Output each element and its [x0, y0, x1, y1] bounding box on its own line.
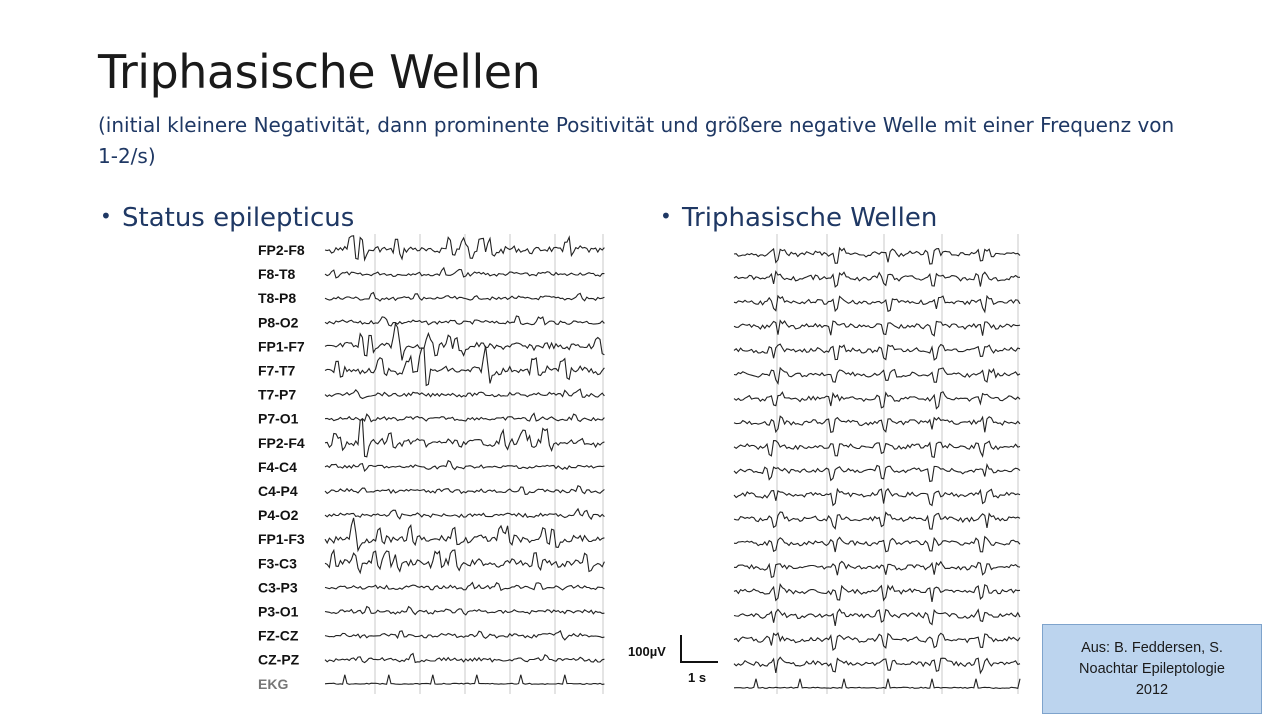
- channel-label: P7-O1: [258, 410, 299, 427]
- channel-label: CZ-PZ: [258, 651, 300, 668]
- bullet-marker: •: [100, 204, 112, 228]
- bullet-text: Status epilepticus: [122, 203, 355, 233]
- eeg-channel-labels: [258, 242, 305, 692]
- scale-bar-lines: [681, 635, 718, 662]
- channel-label: C4-P4: [258, 483, 298, 499]
- citation-box: [1042, 624, 1262, 714]
- eeg-triphasic-waves-figure: [622, 232, 1022, 698]
- channel-label: FP1-F7: [258, 338, 305, 355]
- bullet-text: Triphasische Wellen: [682, 203, 938, 233]
- channel-label: P4-O2: [258, 507, 299, 524]
- channel-label: C3-P3: [258, 579, 298, 596]
- scale-amplitude-label: 100µV: [628, 644, 666, 659]
- citation-line-3: 2012: [1135, 681, 1169, 698]
- channel-label: EKG: [258, 675, 289, 692]
- eeg-status-epilepticus-figure: [255, 232, 607, 698]
- citation-line-1: Aus: B. Feddersen, S.: [1081, 639, 1223, 656]
- channel-label: T8-P8: [258, 290, 297, 307]
- bullet-marker: •: [660, 204, 672, 228]
- slide-title: Triphasische Wellen: [98, 45, 541, 99]
- channel-label: P3-O1: [258, 603, 299, 620]
- channel-label: FP1-F3: [258, 531, 305, 548]
- channel-label: P8-O2: [258, 314, 299, 331]
- channel-label: FP2-F8: [258, 242, 305, 258]
- citation-line-2: Noachtar Epileptologie: [1079, 660, 1225, 677]
- eeg-scale-bar: [628, 635, 718, 685]
- channel-label: F8-T8: [258, 266, 296, 283]
- channel-label: FP2-F4: [258, 434, 305, 451]
- channel-label: FZ-CZ: [258, 627, 299, 644]
- eeg-grid: [375, 234, 603, 694]
- slide-subtitle: (initial kleinere Negativität, dann prominente Positivität und größere negative Welle mit einer Frequenz von 1-2/s): [98, 113, 1175, 168]
- channel-label: F4-C4: [258, 458, 297, 475]
- channel-label: T7-P7: [258, 386, 297, 403]
- channel-label: F7-T7: [258, 362, 296, 379]
- scale-time-label: 1 s: [688, 670, 707, 685]
- channel-label: F3-C3: [258, 555, 297, 572]
